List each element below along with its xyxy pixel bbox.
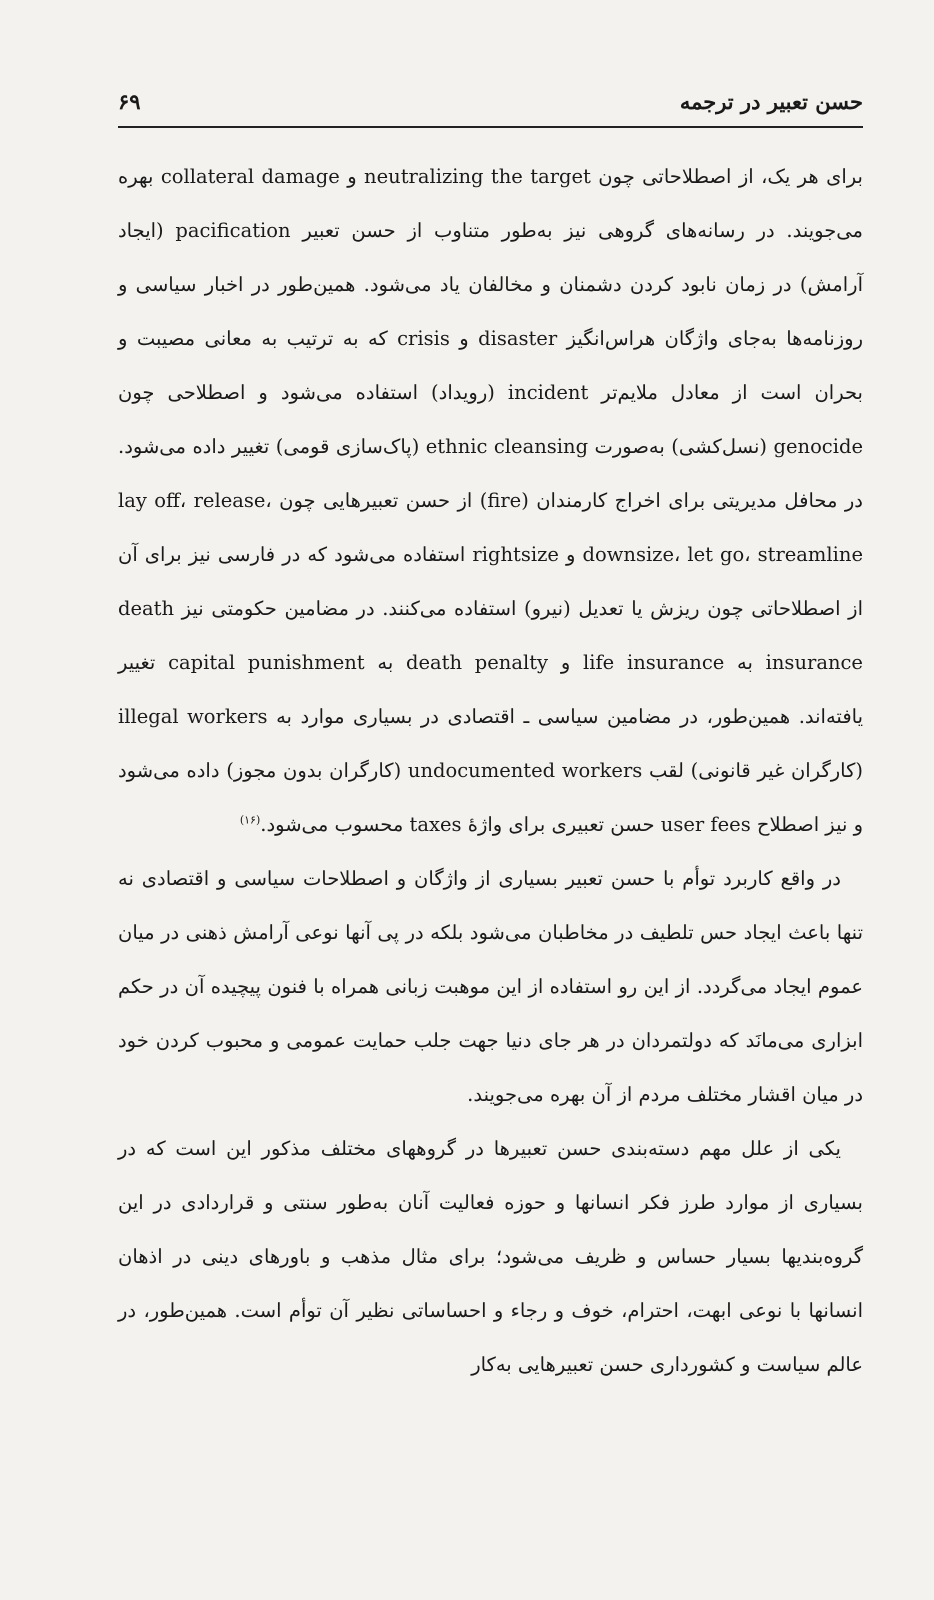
paragraph-1 <box>118 150 863 852</box>
header-rule <box>118 126 863 128</box>
paragraph-1-text: برای هر یک، از اصطلاحاتی چون neutralizing the target و collateral damage بهره می‌جویند. در رسانه‌های گروهی نیز به‌طور متناوب از حسن تعبیر pacification (ایجاد آرامش) در زمان نابود کردن دشمنان و مخالفان یاد می‌شود. همین‌طور در اخبار سیاسی و روزنامه‌ها به‌جای واژگان هراس‌انگیز disaster و crisis که به ترتیب به معانی مصیبت و بحران است از معادل ملایم‌تر incident (رویداد) استفاده می‌شود و اصطلاحی چون genocide (نسل‌کشی) به‌صورت ethnic cleansing (پاک‌سازی قومی) تغییر داده می‌شود. در محافل مدیریتی برای اخراج کارمندان (fire) از حسن تعبیرهایی چون lay off، release، downsize، let go، streamline و rightsize استفاده می‌شود که در فارسی نیز برای آن از اصطلاحاتی چون ریزش یا تعدیل (نیرو) استفاده می‌کنند. در مضامین حکومتی نیز death insurance به life insurance و death penalty به capital punishment تغییر یافته‌اند. همین‌طور، در مضامین سیاسی ـ اقتصادی در بسیاری موارد به illegal workers (کارگران غیر قانونی) لقب undocumented workers (کارگران بدون مجوز) داده می‌شود و نیز اصطلاح user fees حسن تعبیری برای واژهٔ taxes محسوب می‌شود. <box>118 165 864 836</box>
footnote-marker: (۱۶) <box>239 813 261 827</box>
running-header <box>118 88 863 122</box>
paragraph-2: در واقع کاربرد توأم با حسن تعبیر بسیاری از واژگان و اصطلاحات سیاسی و اقتصادی نه تنها باعث ایجاد حس تلطیف در مخاطبان می‌شود بلکه در پی آنها نوعی آرامش ذهنی در میان عموم ایجاد می‌گردد. از این رو استفاده از این موهبت زبانی همراه با فنون پیچیده آن در حکم ابزاری می‌مانَد که دولتمردان در هر جای دنیا جهت جلب حمایت عمومی و محبوب کردن خود در میان اقشار مختلف مردم از آن بهره می‌جویند. <box>118 867 863 1106</box>
page-number: ۶۹ <box>118 89 141 114</box>
body-text <box>118 150 863 1392</box>
paragraph-3: یکی از علل مهم دسته‌بندی حسن تعبیرها در گروههای مختلف مذکور این است که در بسیاری از موارد طرز فکر انسانها و حوزه فعالیت آنان به‌طور سنتی و قراردادی در این گروه‌بندیها بسیار حساس و ظریف می‌شود؛ برای مثال مذهب و باورهای دینی در اذهان انسانها با نوعی ابهت، احترام، خوف و رجاء و احساساتی نظیر آن توأم است. همین‌طور، در عالم سیاست و کشورداری حسن تعبیرهایی به‌کار <box>118 1137 863 1376</box>
running-header-title: حسن تعبیر در ترجمه <box>679 89 863 114</box>
